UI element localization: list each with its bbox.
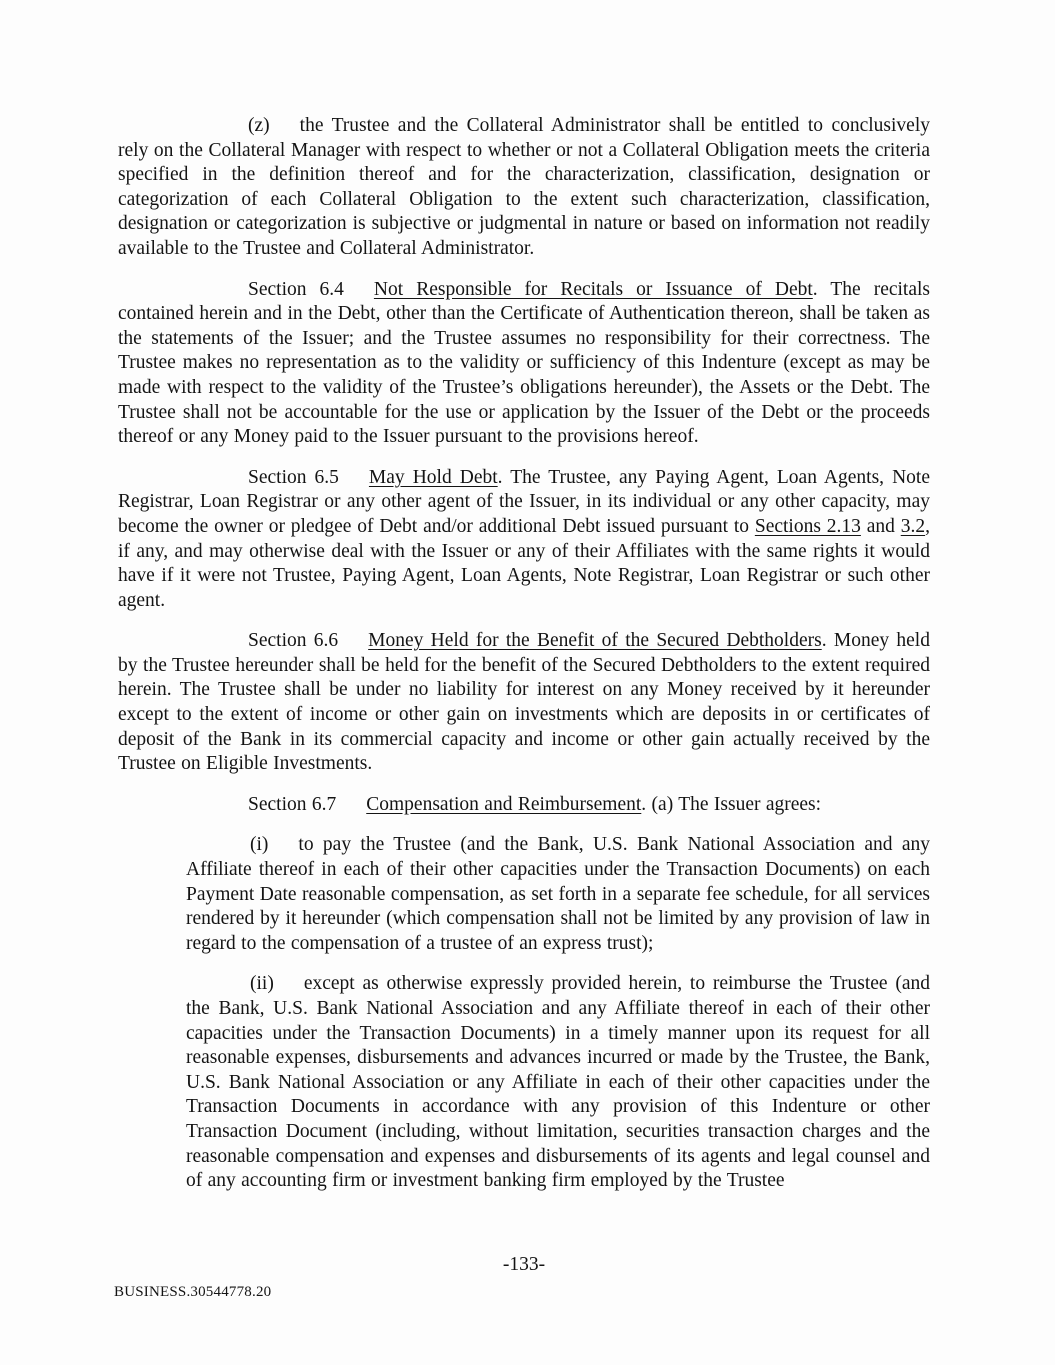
section-6-7-title: Compensation and Reimbursement [366,793,642,815]
section-6-5-body-post: , if any, and may otherwise deal with the Issuer or any of their Affiliates with the same rights it would have if it were not Trustee, Paying Agent, Loan Agents, Note Registrar, Loan Registrar or such other agent. [118,515,930,611]
paragraph-z-text: the Trustee and the Collateral Administrator shall be entitled to conclusively rely on the Collateral Manager with respect to whether or not a Collateral Obligation meets the criteria specified in the definition thereof and for the characterization, classification, designation or categorization of each Collateral Obligation to the extent such characterization, classification, designation or categorization is subjective or judgmental in nature or based on information not readily available to the Trustee and Collateral Administrator. [118,115,930,259]
section-6-6-paragraph [118,629,930,777]
page-number: -133- [502,1254,546,1275]
section-6-6-title: Money Held for the Benefit of the Secured Debtholders [368,630,822,652]
section-6-7-number: Section 6.7 [248,793,337,815]
section-6-4-paragraph [118,278,930,450]
cross-reference-3-2: 3.2 [900,515,926,537]
paragraph-i-label: (i) [250,834,269,856]
section-6-5-number: Section 6.5 [248,466,339,488]
paragraph-ii-text: except as otherwise expressly provided herein, to reimburse the Trustee (and the Bank, U.S. Bank National Association and any Affiliate thereof in each of their other capacities under the Transaction Documents) in a timely manner upon its request for all reasonable expenses, disbursements and advances incurred or made by the Trustee, the Bank, U.S. Bank National Association or any Affiliate in each of their other capacities under the Transaction Documents in accordance with any provision of this Indenture or other Transaction Document (including, without limitation, securities transaction charges and the reasonable compensation and expenses and disbursements of its agents and legal counsel and of any accounting firm or investment banking firm employed by the Trustee [186,973,930,1192]
section-6-5-paragraph [118,466,930,614]
paragraph-z-label: (z) [248,115,270,136]
section-6-7-paragraph [118,793,930,818]
paragraph-ii [186,972,930,1193]
paragraph-i-text: to pay the Trustee (and the Bank, U.S. Bank National Association and any Affiliate thereof in each of their other capacities under the Transaction Documents) on each Payment Date reasonable compensation, as set forth in a separate fee schedule, for all services rendered by it hereunder (which compensation shall not be limited by any provision of law in regard to the compensation of a trustee of an express trust); [186,834,930,954]
section-6-6-body: . Money held by the Trustee hereunder shall be held for the benefit of the Secured Debtholders to the extent required herein. The Trustee shall be under no liability for interest on any Money received by it hereunder except to the extent of income or other gain on investments which are deposits in or certificates of deposit of the Bank in its commercial capacity and income or other gain actually received by the Trustee on Eligible Investments. [118,630,930,775]
section-6-4-body: . The recitals contained herein and in the Debt, other than the Certificate of Authentication thereon, shall be taken as the statements of the Issuer; and the Trustee assumes no responsibility for their correctness. The Trustee makes no representation as to the validity or sufficiency of this Indenture (except as may be made with respect to the validity of the Trustee’s obligations hereunder), the Assets or the Debt. The Trustee shall not be accountable for the use or application by the Issuer of the Debt or the proceeds thereof or any Money paid to the Issuer pursuant to the provisions hereof. [118,278,930,448]
section-6-7-body: . (a) The Issuer agrees: [641,793,822,815]
section-6-5-title: May Hold Debt [368,466,498,488]
section-6-6-number: Section 6.6 [248,630,339,652]
section-6-4-title: Not Responsible for Recitals or Issuance of Debt [373,278,813,300]
section-6-5-body-pre: . The Trustee, any Paying Agent, Loan Agents, Note Registrar, Loan Registrar or any other agent of the Issuer, in its individual or any other capacity, may become the owner or pledgee of Debt and/or additional Debt issued pursuant to [118,466,930,537]
document-reference-number: BUSINESS.30544778.20 [114,1284,272,1300]
section-6-5-body-mid: and [860,515,901,537]
cross-reference-sections-2-13: Sections 2.13 [754,515,861,537]
paragraph-ii-label: (ii) [250,973,274,995]
document-body [118,114,930,1210]
paragraph-i [186,833,930,956]
section-6-4-number: Section 6.4 [248,278,344,300]
paragraph-z [118,114,930,262]
